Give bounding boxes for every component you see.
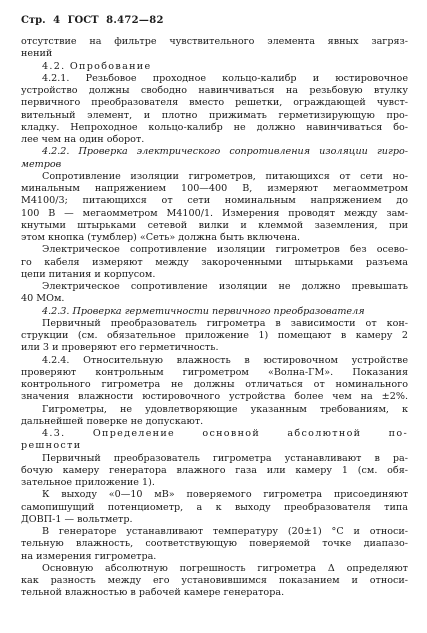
text-line: Электрическое сопротивление изоляции гигрометров без осево-: [42, 244, 408, 256]
text-line: первичного преобразователя вместо решетки, ограждающей чувст-: [21, 97, 408, 109]
text-line: 4.2.1. Резьбовое проходное кольцо-калибр и юстировочное: [42, 72, 408, 84]
text-line: тельную влажность, соответствующую поверяемой точке диапазо-: [21, 538, 408, 550]
text-line: го кабеля измеряют между закороченными штырьками разъема: [21, 256, 408, 268]
text-line: как разность между его установившимся показанием и относи-: [21, 575, 408, 586]
text-line: отсутствие на фильтре чувствительного элемента явных загряз-: [21, 36, 408, 47]
text-line: М4100/3; питающихся от сети номинальным напряжением до: [21, 195, 408, 207]
text-line: 4.2.2. Проверка электрического сопротивления изоляции гигро-: [42, 146, 408, 158]
text-line: 4.2.4. Относительную влажность в юстировочном устройстве: [42, 354, 408, 366]
text-line: Первичный преобразователь гигрометра устанавливают в ра-: [42, 452, 408, 464]
text-line: 4.2.3. Проверка герметичности первичного преобразователя: [42, 305, 365, 317]
text-line: или 3 и проверяют его герметичность.: [21, 342, 219, 354]
text-line: метров: [21, 158, 62, 170]
text-line: зательное приложение 1).: [21, 477, 155, 488]
text-line: значения влажности юстировочного устройства более чем на ±2%.: [21, 391, 408, 403]
text-line: на измерения гигрометра.: [21, 550, 157, 562]
text-line: 40 МОм.: [21, 293, 65, 305]
text-line: Основную абсолютную погрешность гигрометра Δ определяют: [42, 562, 408, 574]
page-number: 4: [53, 15, 61, 26]
page-header: [21, 15, 406, 26]
text-line: В генераторе устанавливают температуру (20±1) °С и относи-: [42, 526, 408, 537]
text-line: бочую камеру генератора влажного газа или камеру 1 (см. обя-: [21, 464, 408, 476]
text-line: 100 В — мегаомметром М4100/1. Измерения проводят между зам-: [21, 207, 408, 219]
text-line: К выходу «0—10 мВ» поверяемого гигрометра присоединяют: [42, 489, 408, 501]
text-line: устройство должны свободно навинчиваться на резьбовую втулку: [21, 85, 408, 96]
text-line: решности: [21, 440, 82, 452]
text-line: самопишущий потенциометр, а к выходу преобразователя типа: [21, 501, 408, 513]
text-line: нений: [21, 48, 53, 60]
standard-code: 8.472—82: [106, 15, 164, 26]
text-line: лее чем на один оборот.: [21, 134, 145, 145]
text-line: струкции (см. обязательное приложение 1) помещают в камеру 2: [21, 330, 408, 341]
text-line: вительный элемент, и плотно прижимать герметизирующую про-: [21, 109, 408, 121]
text-line: 4.3. Определение основной абсолютной по-: [42, 428, 408, 439]
standard-name: ГОСТ: [67, 15, 99, 26]
text-line: Электрическое сопротивление изоляции не должно превышать: [42, 281, 408, 292]
text-line: контрольного гигрометра не должны отличаться от номинального: [21, 379, 408, 390]
text-line: цепи питания и корпусом.: [21, 268, 156, 280]
document-body: [21, 36, 408, 600]
text-line: дальнейшей поверке не допускают.: [21, 415, 204, 427]
text-line: Сопротивление изоляции гигрометров, питающихся от сети но-: [42, 170, 408, 182]
text-line: 4.2. Опробование: [42, 60, 152, 72]
text-line: ДОВП-1 — вольтметр.: [21, 513, 133, 525]
text-line: кнутыми штырьками сетевой вилки и клеммой заземления, при: [21, 219, 408, 231]
text-line: минальным напряжением 100—400 В, измеряют мегаомметром: [21, 183, 408, 194]
text-line: Первичный преобразователь гигрометра в зависимости от кон-: [42, 317, 408, 329]
text-line: этом кнопка (тумблер) «Сеть» должна быть включена.: [21, 232, 301, 243]
text-line: проверяют контрольным гигрометром «Волна-ГМ». Показания: [21, 366, 408, 378]
text-line: Гигрометры, не удовлетворяющие указанным требованиям, к: [42, 403, 408, 415]
page-label: Стр.: [21, 15, 46, 26]
text-line: кладку. Непроходное кольцо-калибр не должно навинчиваться бо-: [21, 121, 408, 133]
text-line: тельной влажностью в рабочей камере генератора.: [21, 587, 285, 599]
